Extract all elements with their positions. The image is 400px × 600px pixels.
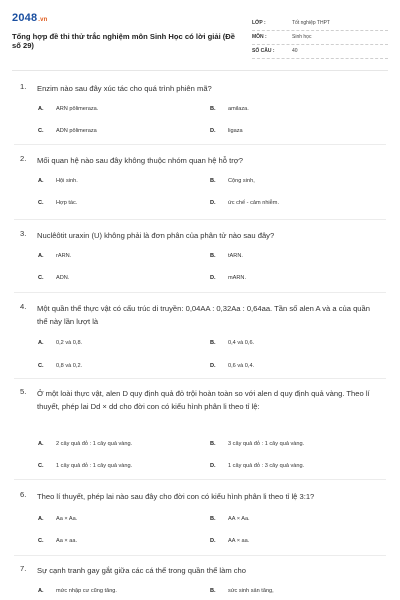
option-c[interactable] [38, 463, 132, 469]
logo-main: 2048 [12, 12, 38, 24]
question-separator [14, 144, 386, 145]
option-d[interactable] [210, 538, 249, 544]
option-text: amilaza. [228, 106, 249, 112]
question-text: Sự cạnh tranh gay gắt giữa các cá thể trong quần thể làm cho [37, 566, 246, 575]
question-number: 3. [20, 229, 27, 238]
option-text: sức sinh sản tăng, [228, 588, 274, 594]
option-text: 0,4 và 0,6. [228, 340, 255, 346]
option-d[interactable] [210, 128, 243, 134]
question-text: Nuclêôtit uraxin (U) không phải là đơn phân của phân tử nào sau đây? [37, 231, 275, 240]
option-letter: C. [38, 200, 44, 206]
meta-key: LỚP : [252, 20, 266, 26]
option-a[interactable] [38, 253, 71, 259]
exam-header [12, 12, 388, 62]
option-text: Hợp tác. [56, 200, 78, 206]
option-letter: D. [210, 538, 216, 544]
option-b[interactable] [210, 178, 255, 184]
question-number: 6. [20, 490, 27, 499]
meta-row-subject [252, 32, 388, 45]
question-text: Theo lí thuyết, phép lai nào sau đây cho đời con có kiểu hình phân li theo tỉ lệ 3:1? [37, 492, 315, 501]
question-separator [14, 479, 386, 480]
option-d[interactable] [210, 275, 246, 281]
option-letter: A. [38, 340, 44, 346]
meta-value: 40 [292, 48, 298, 54]
question-text: Ở một loài thực vật, alen D quy định quả đỏ trội hoàn toàn so với alen d quy định quả vàng. Theo lí thuyết, phép lai Dd × dd cho đời con có kiểu hình phân li theo tỉ lệ: [37, 389, 370, 411]
option-letter: D. [210, 363, 216, 369]
option-d[interactable] [210, 363, 254, 369]
option-text: Hội sinh. [56, 178, 78, 184]
option-letter: A. [38, 253, 44, 259]
option-text: 0,6 và 0,4. [228, 363, 255, 369]
option-text: Aa × Aa. [56, 516, 78, 522]
question-separator [14, 292, 386, 293]
option-text: 1 cây quả đỏ : 3 cây quả vàng. [228, 463, 305, 469]
option-b[interactable] [210, 516, 250, 522]
question-number: 5. [20, 387, 27, 396]
meta-row-count [252, 46, 388, 59]
option-b[interactable] [210, 253, 243, 259]
option-d[interactable] [210, 463, 304, 469]
option-text: Cộng sinh, [228, 178, 255, 184]
question-separator [14, 219, 386, 220]
question-number: 7. [20, 564, 27, 573]
option-text: ADN pôlimeraza [56, 128, 97, 134]
site-logo[interactable] [12, 12, 48, 24]
option-a[interactable] [38, 106, 98, 112]
option-text: AA × aa. [228, 538, 250, 544]
option-c[interactable] [38, 128, 97, 134]
exam-meta [252, 18, 388, 60]
option-letter: A. [38, 106, 44, 112]
option-c[interactable] [38, 538, 77, 544]
option-text: rARN. [56, 253, 72, 259]
option-text: 1 cây quả đỏ : 1 cây quả vàng. [56, 463, 133, 469]
option-letter: A. [38, 516, 44, 522]
option-c[interactable] [38, 275, 69, 281]
option-c[interactable] [38, 200, 77, 206]
question-separator [14, 378, 386, 379]
question-number: 1. [20, 82, 27, 91]
option-text: ức chế - cảm nhiễm. [228, 200, 279, 206]
option-a[interactable] [38, 516, 77, 522]
option-text: 2 cây quả đỏ : 1 cây quả vàng. [56, 441, 133, 447]
question-text: Một quần thể thực vật có cấu trúc di truyền: 0,04AA : 0,32Aa : 0,64aa. Tần số alen A và a của quần thể này lần lượt là [37, 304, 370, 326]
option-b[interactable] [210, 588, 274, 594]
option-a[interactable] [38, 178, 78, 184]
option-letter: A. [38, 178, 44, 184]
question-number: 2. [20, 154, 27, 163]
question-separator [14, 555, 386, 556]
meta-row-class [252, 18, 388, 31]
option-letter: C. [38, 275, 44, 281]
option-letter: C. [38, 538, 44, 544]
option-letter: D. [210, 128, 216, 134]
option-letter: B. [210, 253, 216, 259]
option-text: mức nhập cư cũng tăng. [56, 588, 117, 594]
question-text: Enzim nào sau đây xúc tác cho quá trình phiên mã? [37, 84, 212, 93]
option-letter: B. [210, 178, 216, 184]
option-text: tARN. [228, 253, 243, 259]
logo-suffix: .vn [38, 17, 48, 23]
option-text: 0,8 và 0,2. [56, 363, 83, 369]
exam-title: Tổng hợp đề thi thử trắc nghiệm môn Sinh Học có lời giải (Đề số 29) [12, 32, 236, 50]
option-letter: C. [38, 463, 44, 469]
option-b[interactable] [210, 340, 254, 346]
option-a[interactable] [38, 441, 132, 447]
option-letter: B. [210, 340, 216, 346]
meta-value: Tốt nghiệp THPT [292, 20, 330, 26]
option-d[interactable] [210, 200, 279, 206]
option-a[interactable] [38, 340, 82, 346]
option-letter: D. [210, 200, 216, 206]
option-text: ADN. [56, 275, 70, 281]
option-letter: C. [38, 128, 44, 134]
option-b[interactable] [210, 441, 304, 447]
option-c[interactable] [38, 363, 82, 369]
option-letter: C. [38, 363, 44, 369]
option-text: 0,2 và 0,8. [56, 340, 83, 346]
option-text: mARN. [228, 275, 247, 281]
option-text: 3 cây quả đỏ : 1 cây quả vàng. [228, 441, 305, 447]
option-letter: D. [210, 275, 216, 281]
option-text: AA × Aa. [228, 516, 250, 522]
option-letter: D. [210, 463, 216, 469]
option-a[interactable] [38, 588, 117, 594]
option-letter: A. [38, 588, 44, 594]
question-number: 4. [20, 302, 27, 311]
option-b[interactable] [210, 106, 249, 112]
header-divider [12, 70, 388, 71]
meta-key: MÔN : [252, 34, 267, 40]
option-letter: B. [210, 106, 216, 112]
option-letter: B. [210, 516, 216, 522]
option-letter: A. [38, 441, 44, 447]
option-text: ARN pôlimeraza. [56, 106, 99, 112]
question-text: Mối quan hệ nào sau đây không thuộc nhóm quan hệ hỗ trợ? [37, 156, 243, 165]
option-letter: B. [210, 441, 216, 447]
meta-key: SỐ CÂU : [252, 48, 275, 54]
option-text: ligaza [228, 128, 243, 134]
option-letter: B. [210, 588, 216, 594]
meta-value: Sinh học [292, 34, 312, 40]
option-text: Aa × aa. [56, 538, 77, 544]
